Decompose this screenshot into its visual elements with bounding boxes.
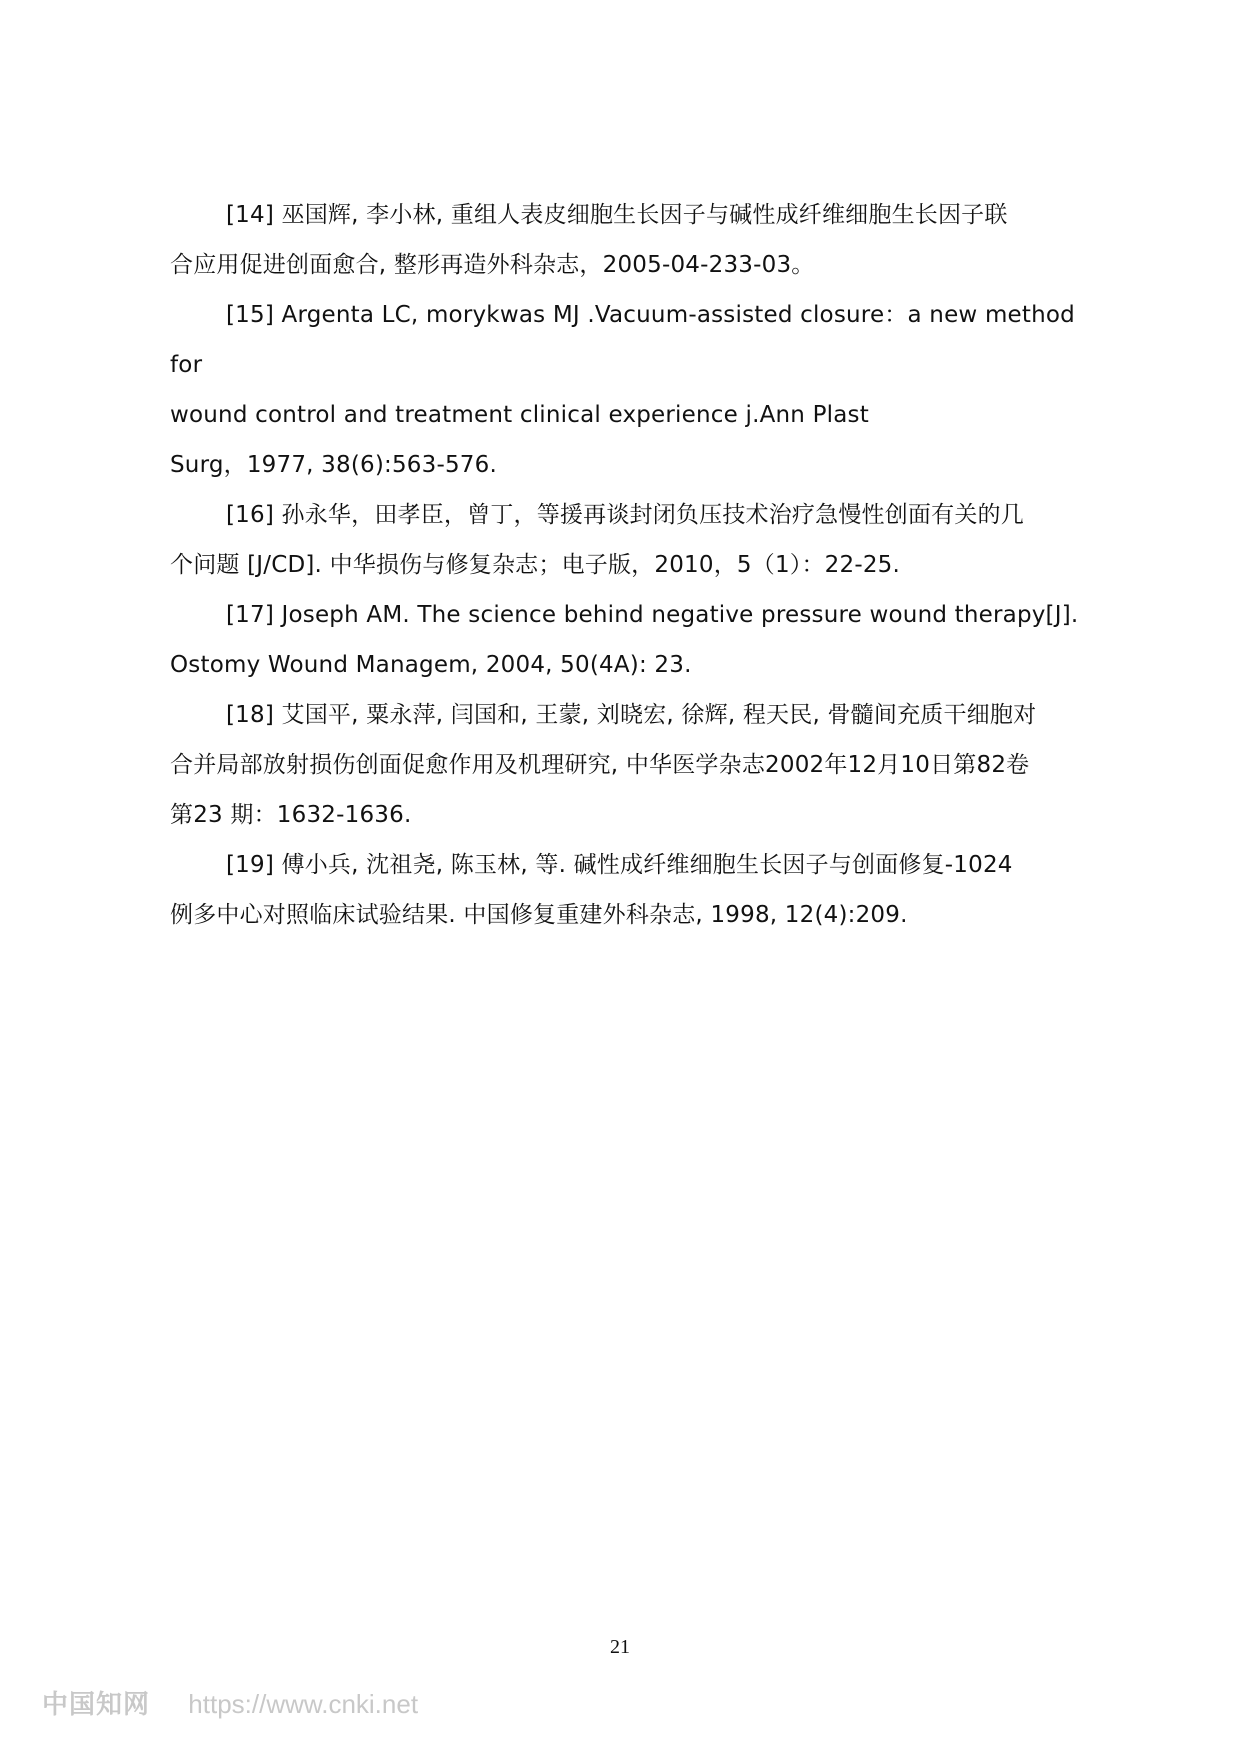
reference-18 <box>170 690 1080 840</box>
reference-line: wound control and treatment clinical experience j.Ann Plast <box>170 402 869 428</box>
reference-line: 个问题 [J/CD]. 中华损伤与修复杂志；电子版，2010，5（1）：22-25. <box>170 552 901 578</box>
reference-15 <box>170 290 1080 490</box>
watermark-logo: 中国知网 <box>42 1690 151 1720</box>
reference-line: [16] 孙永华，田孝臣，曾丁，等援再谈封闭负压技术治疗急慢性创面有关的几 <box>226 502 1024 528</box>
reference-line: 合应用促进创面愈合, 整形再造外科杂志，2005-04-233-03。 <box>170 252 815 278</box>
reference-line: [17] Joseph AM. The science behind negative pressure wound therapy[J]. <box>226 602 1079 628</box>
reference-17 <box>170 590 1080 690</box>
reference-line: Ostomy Wound Managem, 2004, 50(4A): 23. <box>170 652 692 678</box>
cnki-watermark <box>42 1684 418 1721</box>
reference-line: [14] 巫国辉, 李小林, 重组人表皮细胞生长因子与碱性成纤维细胞生长因子联 <box>226 202 1008 228</box>
reference-16 <box>170 490 1080 590</box>
watermark-url: https://www.cnki.net <box>188 1689 419 1719</box>
reference-line: Surg，1977, 38(6):563-576. <box>170 452 497 478</box>
reference-19 <box>170 840 1080 940</box>
reference-line: [18] 艾国平, 粟永萍, 闫国和, 王蒙, 刘晓宏, 徐辉, 程天民, 骨髓间充质干细胞对 <box>226 702 1037 728</box>
page-number: 21 <box>610 1636 630 1658</box>
reference-line: [15] Argenta LC, morykwas MJ .Vacuum-assisted closure：a new method for <box>170 302 1075 378</box>
reference-line: 第23 期：1632-1636. <box>170 802 412 828</box>
reference-14 <box>170 190 1080 290</box>
reference-line: [19] 傅小兵, 沈祖尧, 陈玉林, 等. 碱性成纤维细胞生长因子与创面修复-1024 <box>226 852 1013 878</box>
reference-line: 合并局部放射损伤创面促愈作用及机理研究, 中华医学杂志2002年12月10日第82卷 <box>170 752 1030 778</box>
reference-line: 例多中心对照临床试验结果. 中国修复重建外科杂志, 1998, 12(4):209. <box>170 902 908 928</box>
reference-list <box>170 190 1080 940</box>
